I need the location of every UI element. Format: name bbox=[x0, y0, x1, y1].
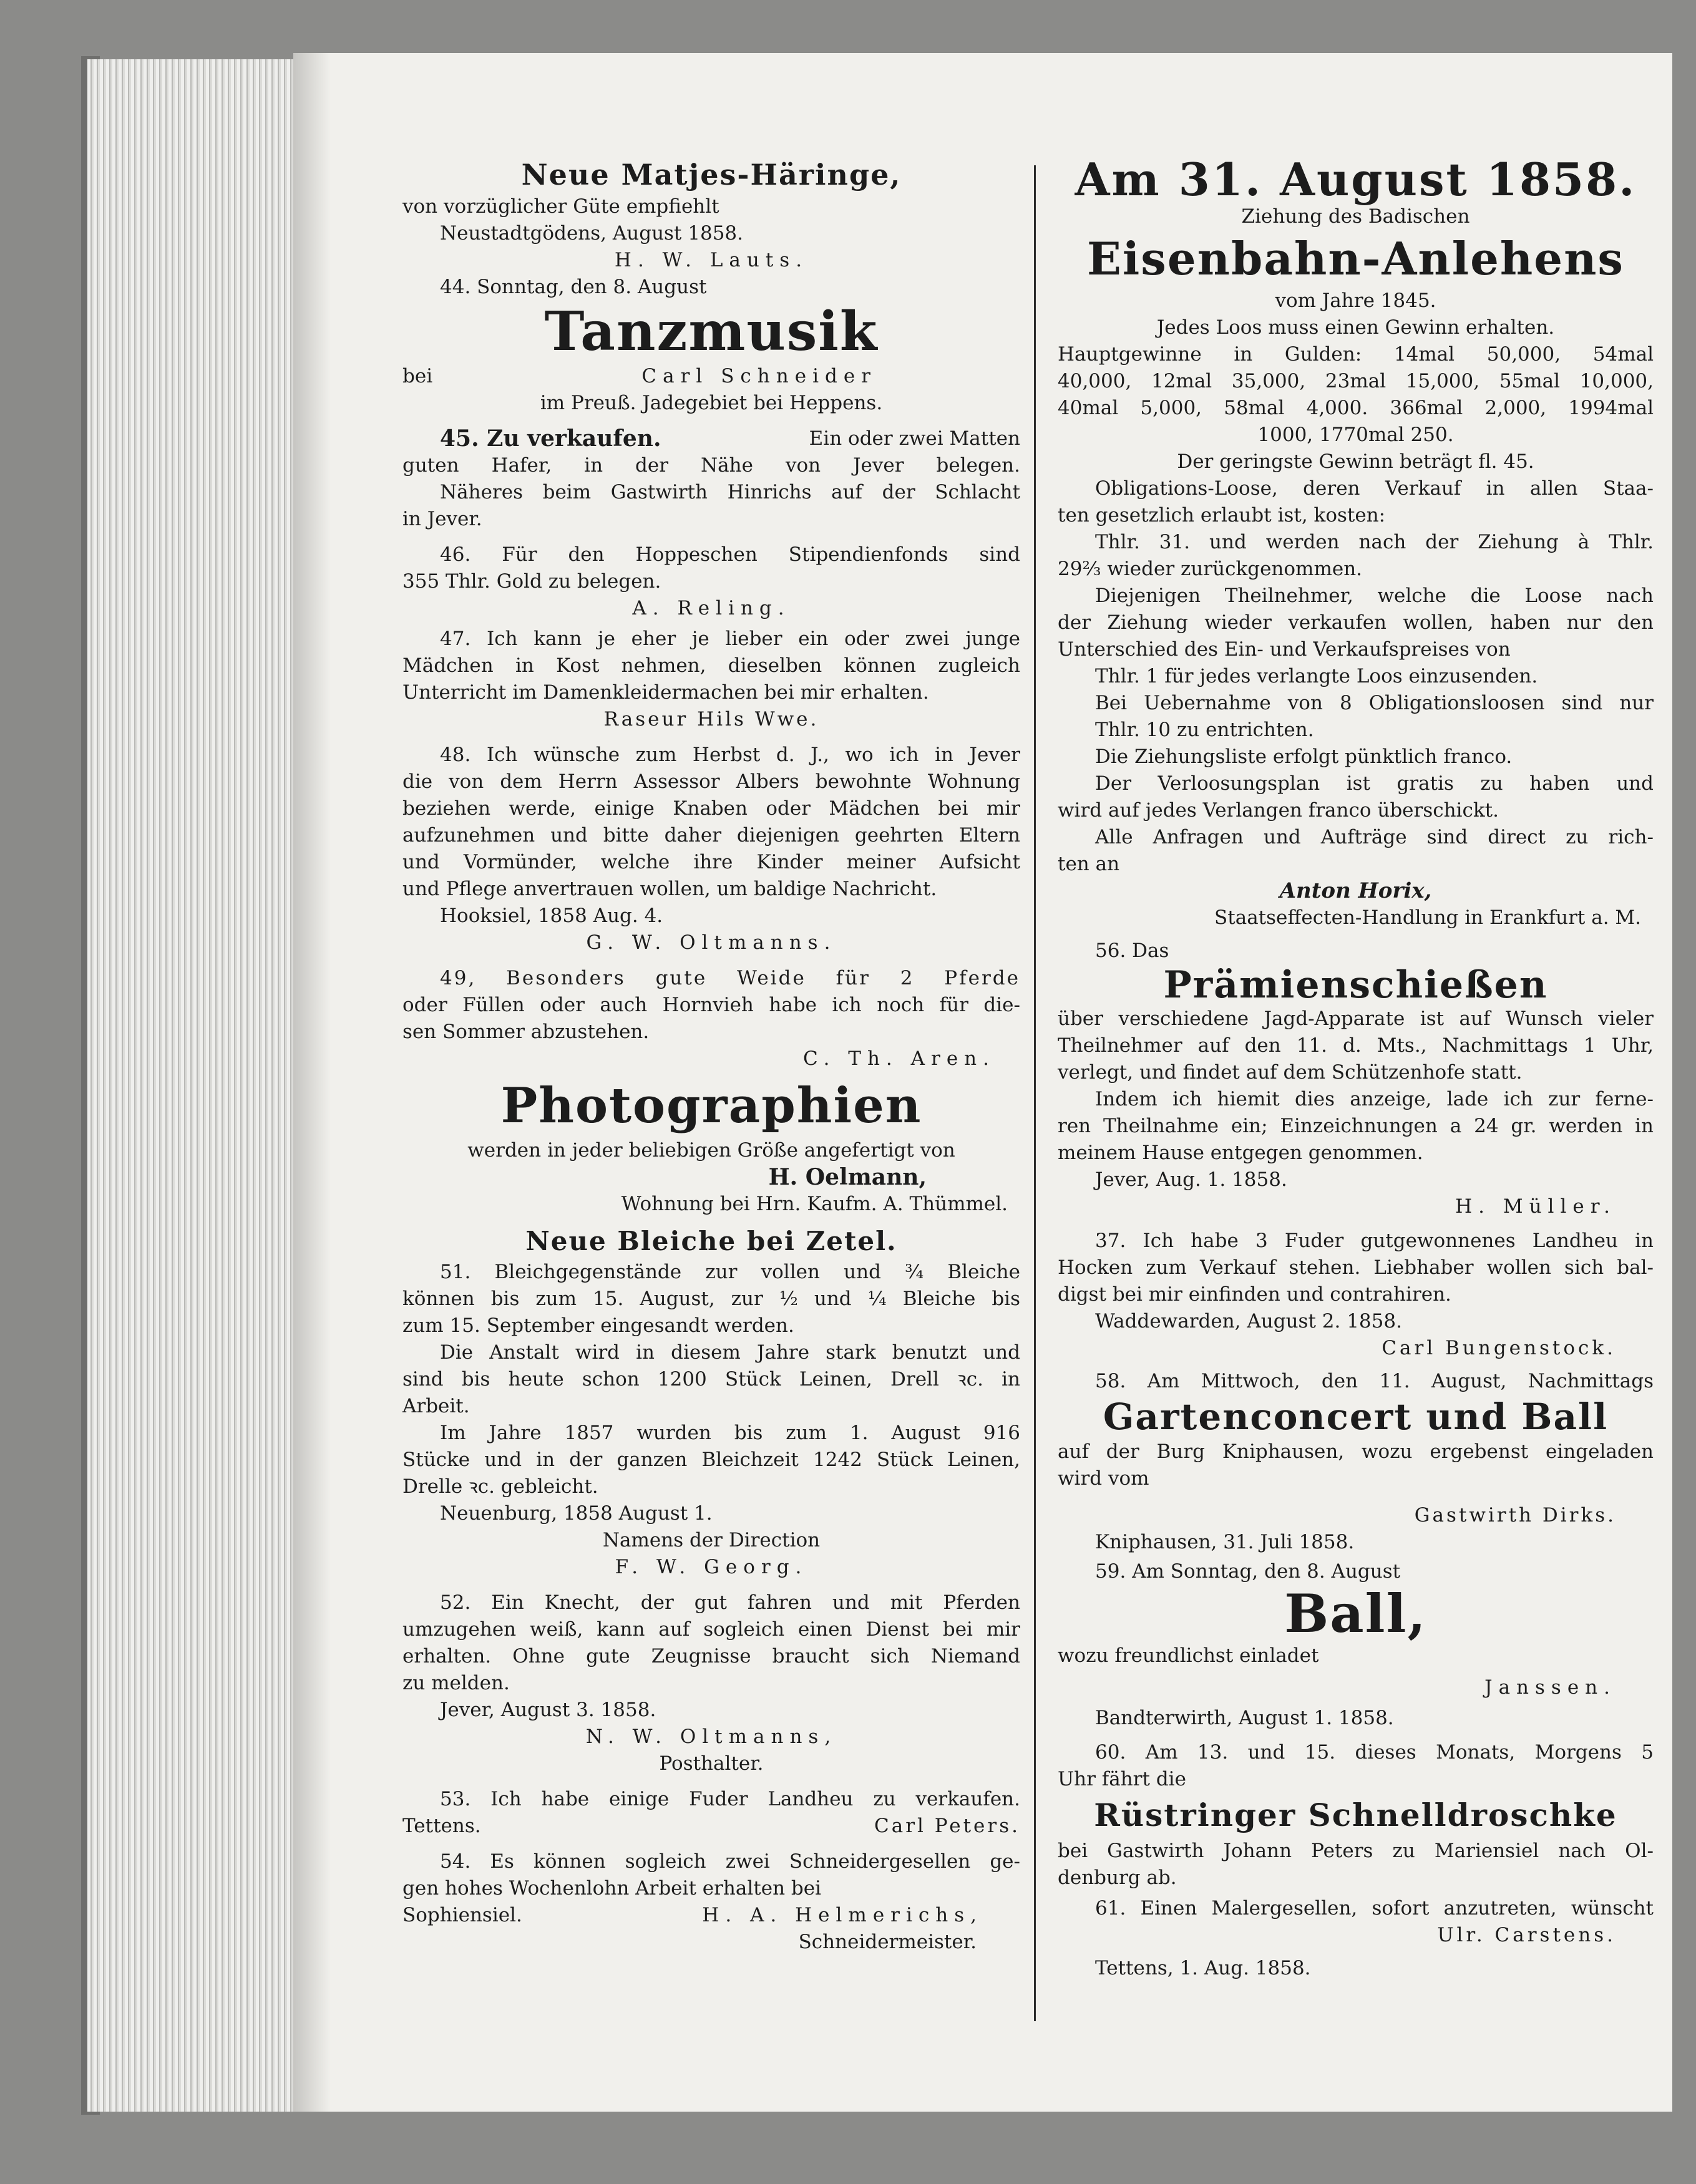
ad-text: vom Jahre 1845. bbox=[1275, 289, 1436, 312]
ad-signature: Ulr. Carstens. bbox=[1437, 1924, 1616, 1946]
ad-title: Rüstringer Schnelldroschke bbox=[1094, 1797, 1617, 1833]
ad-signature: C. Th. Aren. bbox=[802, 1047, 995, 1070]
ad-text: wird vom bbox=[1058, 1467, 1149, 1490]
ad-text: sind bis heute schon 1200 Stück Leinen, Drell ꝛc. in bbox=[402, 1368, 1020, 1390]
ad-47 bbox=[402, 626, 1020, 733]
ad-text: 53. Ich habe einige Fuder Landheu zu verkaufen. bbox=[440, 1788, 1020, 1810]
ad-text: 61. Einen Malergesellen, sofort anzutreten, wünscht bbox=[1095, 1897, 1654, 1919]
ad-title: Neue Bleiche bei Zetel. bbox=[525, 1226, 897, 1256]
ad-text: 40mal 5,000, 58mal 4,000. 366mal 2,000, 1994mal bbox=[1058, 397, 1654, 419]
ad-text: 29⅔ wieder zurückgenommen. bbox=[1058, 558, 1363, 580]
ad-text: Stücke und in der ganzen Bleichzeit 1242 Stück Leinen, bbox=[402, 1449, 1020, 1471]
ad-matjes bbox=[402, 156, 1020, 274]
ad-text: 46. Für den Hoppeschen Stipendienfonds sind bbox=[440, 543, 1020, 566]
ad-text: bei Gastwirth Johann Peters zu Mariensiel nach Ol- bbox=[1058, 1840, 1654, 1862]
ad-text: Hooksiel, 1858 Aug. 4. bbox=[440, 905, 663, 927]
ad-signature: Raseur Hils Wwe. bbox=[603, 708, 819, 730]
ad-text: Staatseffecten-Handlung in Erankfurt a. M. bbox=[1214, 906, 1641, 929]
ad-57 bbox=[1058, 1228, 1654, 1362]
ad-signature: Carl Bungenstock. bbox=[1382, 1337, 1616, 1359]
ad-title: Gartenconcert und Ball bbox=[1103, 1395, 1609, 1438]
ad-text: umzugehen weiß, kann auf sogleich einen Dienst bei mir bbox=[402, 1618, 1020, 1641]
ad-signature: Schneidermeister. bbox=[798, 1931, 977, 1953]
ad-text bbox=[402, 425, 1020, 452]
ad-text: Sophiensiel. bbox=[402, 1904, 522, 1926]
ad-signature: H. W. Lauts. bbox=[614, 249, 809, 271]
ad-text: ten an bbox=[1058, 853, 1120, 875]
ad-signature: G. W. Oltmanns. bbox=[586, 931, 837, 954]
ad-signature: F. W. Georg. bbox=[615, 1556, 808, 1578]
ad-61 bbox=[1058, 1895, 1654, 1982]
ad-text: wozu freundlichst einladet bbox=[1058, 1644, 1319, 1667]
ad-text: Obligations-Loose, deren Verkauf in allen Staa- bbox=[1095, 477, 1654, 500]
ad-45 bbox=[402, 425, 1020, 533]
ad-text: Tettens, 1. Aug. 1858. bbox=[1095, 1957, 1311, 1979]
ad-text: Arbeit. bbox=[402, 1395, 470, 1417]
ad-text: ten gesetzlich erlaubt ist, kosten: bbox=[1058, 504, 1386, 527]
ad-text: wird auf jedes Verlangen franco überschickt. bbox=[1058, 799, 1499, 822]
ad-host-name: H. Oelmann, bbox=[768, 1164, 927, 1190]
ad-text: Im Jahre 1857 wurden bis zum 1. August 916 bbox=[440, 1422, 1020, 1444]
ad-text: 60. Am 13. und 15. dieses Monats, Morgens 5 bbox=[1095, 1741, 1654, 1764]
ad-text: Diejenigen Theilnehmer, welche die Loose nach bbox=[1095, 585, 1654, 607]
ad-text: Bandterwirth, August 1. 1858. bbox=[1095, 1707, 1394, 1729]
ad-text: Der Verloosungsplan ist gratis zu haben und bbox=[1095, 772, 1654, 795]
ad-signature: Namens der Direction bbox=[602, 1529, 821, 1551]
ad-text: Ziehung des Badischen bbox=[1241, 205, 1470, 228]
ad-text: und Pflege anvertrauen wollen, um baldige Nachricht. bbox=[402, 878, 937, 900]
ad-title: Ball, bbox=[1284, 1583, 1427, 1644]
ad-text: Theilnehmer auf den 11. d. Mts., Nachmittags 1 Uhr, bbox=[1058, 1034, 1654, 1057]
ad-title: Prämienschießen bbox=[1163, 963, 1548, 1007]
ad-text: Kniphausen, 31. Juli 1858. bbox=[1095, 1531, 1355, 1553]
ad-text: meinem Hause entgegen genommen. bbox=[1058, 1142, 1423, 1164]
ad-text: auf der Burg Kniphausen, wozu ergebenst eingeladen bbox=[1058, 1440, 1654, 1463]
page-stack-edge bbox=[87, 59, 293, 2112]
ad-signature: Carl Peters. bbox=[874, 1815, 1020, 1837]
ad-text: zum 15. September eingesandt werden. bbox=[402, 1314, 794, 1337]
ad-signature: Posthalter. bbox=[659, 1752, 764, 1775]
ad-text: 48. Ich wünsche zum Herbst d. J., wo ich in Jever bbox=[440, 744, 1020, 766]
ad-text: Neuenburg, 1858 August 1. bbox=[440, 1502, 713, 1525]
ad-title: Photographien bbox=[500, 1077, 922, 1134]
ad-signature: H. Müller. bbox=[1455, 1195, 1616, 1218]
ad-text: Indem ich hiemit dies anzeige, lade ich zur ferne- bbox=[1095, 1088, 1654, 1110]
ad-text: Jedes Loos muss einen Gewinn erhalten. bbox=[1156, 316, 1555, 339]
ad-text: Thlr. 10 zu entrichten. bbox=[1095, 719, 1314, 741]
ad-text: Unterricht im Damenkleidermachen bei mir erhalten. bbox=[402, 681, 929, 704]
ad-58 bbox=[1058, 1368, 1654, 1556]
ad-text: Jever, August 3. 1858. bbox=[440, 1699, 656, 1721]
ad-text: können bis zum 15. August, zur ½ und ¼ Bleiche bis bbox=[402, 1288, 1020, 1310]
ad-text: aufzunehmen und bitte daher diejenigen geehrten Eltern bbox=[402, 824, 1020, 847]
ad-signature: H. A. Helmerichs, bbox=[702, 1904, 983, 1926]
ad-text: Ein oder zwei Matten bbox=[809, 427, 1020, 450]
ad-text: 49, Besonders gute Weide für 2 Pferde bbox=[440, 967, 1020, 989]
ad-text: 44. Sonntag, den 8. August bbox=[440, 276, 707, 298]
ad-text: Wohnung bei Hrn. Kaufm. A. Thümmel. bbox=[621, 1193, 1008, 1215]
ad-title: Neue Matjes-Häringe, bbox=[521, 158, 902, 192]
ad-text: zu melden. bbox=[402, 1672, 510, 1694]
ad-text: über verschiedene Jagd-Apparate ist auf Wunsch vieler bbox=[1058, 1007, 1654, 1030]
ad-text: 47. Ich kann je eher je lieber ein oder zwei junge bbox=[440, 628, 1020, 650]
ad-text bbox=[402, 1813, 1020, 1840]
ad-text: sen Sommer abzustehen. bbox=[402, 1021, 650, 1043]
ad-46 bbox=[402, 541, 1020, 622]
ad-text: ren Theilnahme ein; Einzeichnungen a 24 gr. werden in bbox=[1058, 1115, 1654, 1137]
ad-text: Thlr. 31. und werden nach der Ziehung à Thlr. bbox=[1095, 531, 1654, 553]
ad-text: in Jever. bbox=[402, 508, 482, 530]
ad-49 bbox=[402, 965, 1020, 1072]
ad-text: Hocken zum Verkauf stehen. Liebhaber wollen sich bal- bbox=[1058, 1256, 1654, 1279]
ad-text: denburg ab. bbox=[1058, 1866, 1177, 1889]
ad-48 bbox=[402, 742, 1020, 956]
ad-text bbox=[402, 363, 1020, 390]
ad-text: 1000, 1770mal 250. bbox=[1257, 424, 1454, 446]
ad-title: Tanzmusik bbox=[544, 300, 879, 363]
ad-text: von vorzüglicher Güte empfiehlt bbox=[402, 195, 719, 218]
ad-title: Am 31. August 1858. bbox=[1075, 153, 1637, 206]
ad-host-name: Carl Schneider bbox=[641, 365, 877, 387]
ad-text: Der geringste Gewinn beträgt fl. 45. bbox=[1177, 450, 1534, 473]
ad-host-name: Anton Horix, bbox=[1279, 878, 1432, 903]
ad-text: Drelle ꝛc. gebleicht. bbox=[402, 1475, 598, 1498]
ad-59 bbox=[1058, 1558, 1654, 1732]
ad-text: Neustadtgödens, August 1858. bbox=[440, 222, 743, 245]
ad-52 bbox=[402, 1589, 1020, 1777]
ad-56 bbox=[1058, 938, 1654, 1220]
ad-text: Uhr fährt die bbox=[1058, 1768, 1186, 1790]
ad-text: Unterschied des Ein- und Verkaufspreises von bbox=[1058, 638, 1511, 661]
ad-signature: Gastwirth Dirks. bbox=[1414, 1504, 1616, 1526]
ad-text: Waddewarden, August 2. 1858. bbox=[1095, 1310, 1402, 1332]
ad-text: Jever, Aug. 1. 1858. bbox=[1095, 1168, 1287, 1191]
ad-text: Die Ziehungsliste erfolgt pünktlich franco. bbox=[1095, 745, 1513, 768]
ad-50 bbox=[402, 1075, 1020, 1218]
left-column bbox=[402, 156, 1020, 1956]
column-rule bbox=[1034, 165, 1036, 2021]
ad-text: Bei Uebernahme von 8 Obligationsloosen sind nur bbox=[1095, 692, 1654, 714]
ad-text: die von dem Herrn Assessor Albers bewohnte Wohnung bbox=[402, 770, 1020, 793]
ad-text: bei bbox=[402, 365, 433, 387]
ad-text: guten Hafer, in der Nähe von Jever belegen. bbox=[402, 454, 1020, 477]
ad-text: verlegt, und findet auf dem Schützenhofe statt. bbox=[1058, 1061, 1523, 1084]
ad-text: 37. Ich habe 3 Fuder gutgewonnenes Landheu in bbox=[1095, 1230, 1654, 1252]
ad-lottery bbox=[1058, 153, 1654, 931]
ad-60 bbox=[1058, 1739, 1654, 1891]
ad-text: Mädchen in Kost nehmen, dieselben können zugleich bbox=[402, 654, 1020, 677]
ad-heading: 45. Zu verkaufen. bbox=[440, 425, 661, 452]
ad-title: Eisenbahn-Anlehens bbox=[1087, 232, 1624, 285]
ad-44 bbox=[402, 274, 1020, 417]
ad-text: 58. Am Mittwoch, den 11. August, Nachmittags bbox=[1095, 1370, 1654, 1392]
ad-text: Tettens. bbox=[402, 1815, 481, 1837]
ad-text: beziehen werde, einige Knaben oder Mädchen bei mir bbox=[402, 797, 1020, 820]
ad-text: 40,000, 12mal 35,000, 23mal 15,000, 55mal 10,000, bbox=[1058, 370, 1654, 392]
ad-text: digst bei mir einfinden und contrahiren. bbox=[1058, 1283, 1451, 1306]
ad-text bbox=[402, 1902, 1020, 1929]
ad-text: im Preuß. Jadegebiet bei Heppens. bbox=[540, 392, 883, 414]
ad-text: und Vormünder, welche ihre Kinder meiner Aufsicht bbox=[402, 851, 1020, 873]
ad-signature: Janssen. bbox=[1484, 1676, 1616, 1699]
ad-text: 59. Am Sonntag, den 8. August bbox=[1095, 1560, 1401, 1583]
ad-text: erhalten. Ohne gute Zeugnisse braucht sich Niemand bbox=[402, 1645, 1020, 1667]
ad-text: 355 Thlr. Gold zu belegen. bbox=[402, 570, 661, 593]
ad-text: 52. Ein Knecht, der gut fahren und mit Pferden bbox=[440, 1591, 1020, 1614]
right-column bbox=[1058, 153, 1654, 1982]
ad-text: Alle Anfragen und Aufträge sind direct zu rich- bbox=[1095, 826, 1654, 848]
ad-text: 51. Bleichgegenstände zur vollen und ¾ Bleiche bbox=[440, 1261, 1020, 1283]
ad-text: gen hohes Wochenlohn Arbeit erhalten bei bbox=[402, 1877, 822, 1900]
ad-text: 54. Es können sogleich zwei Schneidergesellen ge- bbox=[440, 1850, 1020, 1873]
ad-text: Thlr. 1 für jedes verlangte Loos einzusenden. bbox=[1095, 665, 1538, 687]
ad-text: oder Füllen oder auch Hornvieh habe ich noch für die- bbox=[402, 994, 1020, 1016]
ad-54 bbox=[402, 1848, 1020, 1956]
ad-text: Näheres beim Gastwirth Hinrichs auf der Schlacht bbox=[440, 481, 1020, 503]
ad-text: Die Anstalt wird in diesem Jahre stark benutzt und bbox=[440, 1341, 1020, 1364]
ad-text: der Ziehung wieder verkaufen wollen, haben nur den bbox=[1058, 611, 1654, 634]
ad-51 bbox=[402, 1224, 1020, 1581]
ad-signature: A. Reling. bbox=[632, 597, 791, 619]
ad-signature: N. W. Oltmanns, bbox=[585, 1725, 837, 1748]
ad-text: 56. Das bbox=[1095, 939, 1169, 962]
ad-text: werden in jeder beliebigen Größe angefertigt von bbox=[467, 1139, 955, 1162]
ad-53 bbox=[402, 1786, 1020, 1840]
ad-text: Hauptgewinne in Gulden: 14mal 50,000, 54mal bbox=[1058, 343, 1654, 366]
gutter-shadow bbox=[293, 53, 331, 2112]
